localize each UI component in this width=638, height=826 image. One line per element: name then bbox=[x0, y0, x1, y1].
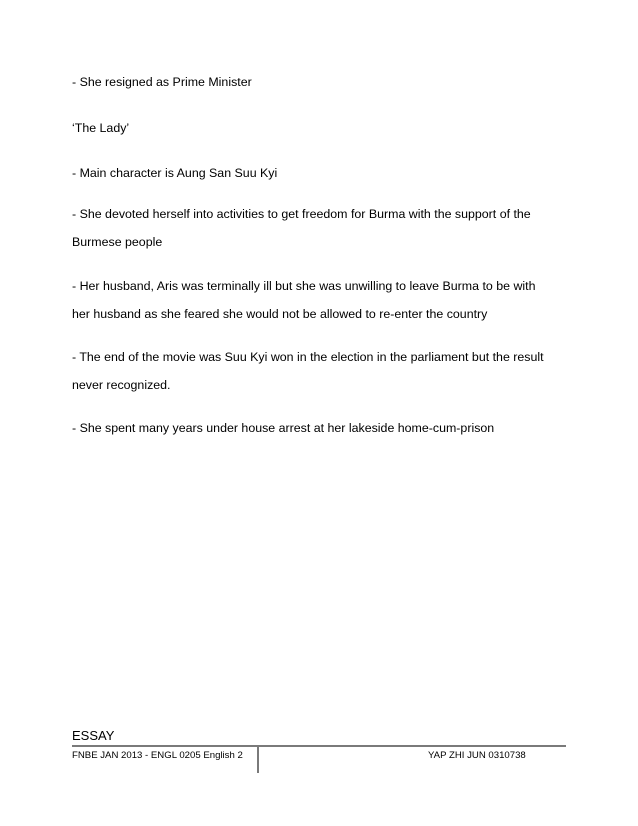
footer-heading: ESSAY bbox=[72, 728, 115, 743]
footer-divider bbox=[72, 745, 566, 747]
body-line-devoted: - She devoted herself into activities to get freedom for Burma with the support of the bbox=[72, 207, 531, 221]
footer-vertical-divider bbox=[257, 746, 259, 773]
body-line-the-lady: ‘The Lady’ bbox=[72, 121, 130, 135]
body-line-resigned: - She resigned as Prime Minister bbox=[72, 75, 252, 89]
body-line-burmese-people: Burmese people bbox=[72, 235, 163, 249]
body-line-husband: - Her husband, Aris was terminally ill but she was unwilling to leave Burma to be with bbox=[72, 279, 536, 293]
body-line-end-of-movie: - The end of the movie was Suu Kyi won in the election in the parliament but the result bbox=[72, 350, 544, 364]
body-line-house-arrest: - She spent many years under house arrest at her lakeside home-cum-prison bbox=[72, 421, 495, 435]
body-line-never-recognized: never recognized. bbox=[72, 378, 171, 392]
footer-student-info: YAP ZHI JUN 0310738 bbox=[428, 750, 526, 761]
body-line-husband-cont: her husband as she feared she would not be allowed to re-enter the country bbox=[72, 307, 488, 321]
footer-course-info: FNBE JAN 2013 - ENGL 0205 English 2 bbox=[72, 750, 243, 761]
body-line-main-character: - Main character is Aung San Suu Kyi bbox=[72, 166, 278, 180]
